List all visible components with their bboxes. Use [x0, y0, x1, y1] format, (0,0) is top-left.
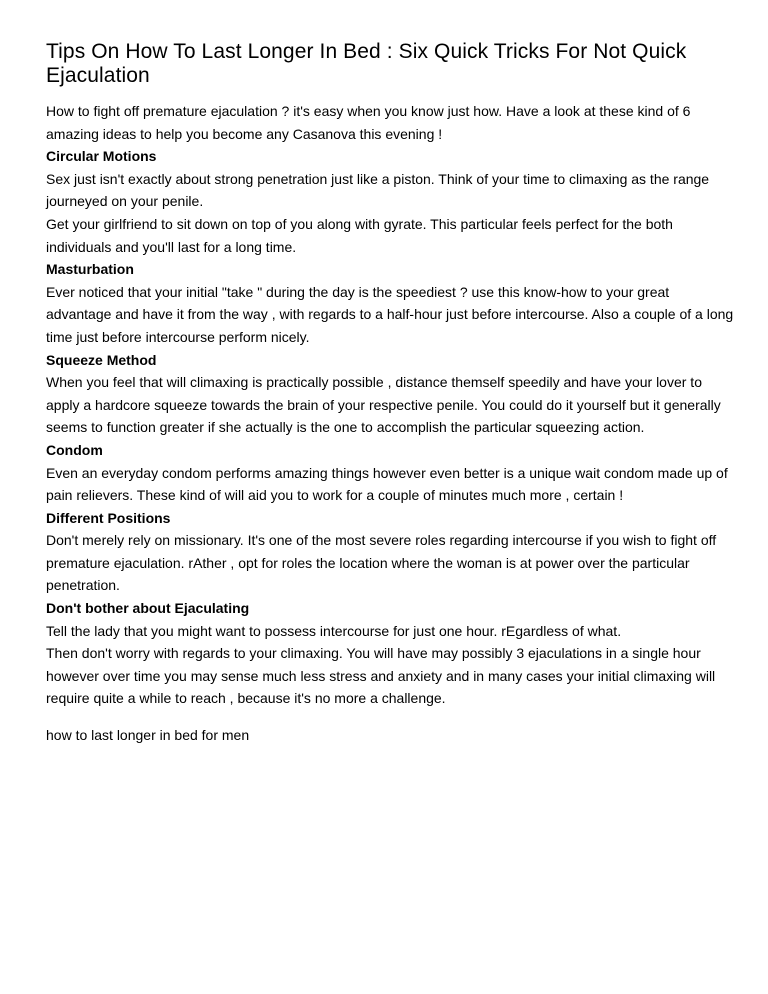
- section-masturbation: [46, 258, 736, 348]
- section-paragraph: Don't merely rely on missionary. It's one of the most severe roles regarding intercourse if you wish to fight off premature ejaculation. rAther , opt for roles the location where the woman is at power over the particular penetration.: [46, 532, 717, 594]
- section-heading: Different Positions: [46, 509, 171, 526]
- document-page: [46, 40, 736, 747]
- section-paragraph: Then don't worry with regards to your climaxing. You will have may possibly 3 ejaculations in a single hour however over time you may sense much less stress and anxiety and in many cases your initial climaxing will require quite a while to reach , because it's no more a challenge.: [46, 645, 716, 707]
- section-squeeze-method: [46, 349, 736, 439]
- section-heading: Circular Motions: [46, 148, 157, 165]
- footer-text: how to last longer in bed for men: [46, 727, 250, 744]
- section-condom: [46, 439, 736, 507]
- section-paragraph: Sex just isn't exactly about strong penetration just like a piston. Think of your time to climaxing as the range journeyed on your penile.: [46, 170, 710, 210]
- section-different-positions: [46, 507, 736, 597]
- section-paragraph: Tell the lady that you might want to possess intercourse for just one hour. rEgardless of what.: [46, 622, 622, 639]
- section-heading: Masturbation: [46, 261, 134, 278]
- section-heading: Don't bother about Ejaculating: [46, 600, 250, 617]
- section-paragraph: Even an everyday condom performs amazing things however even better is a unique wait condom made up of pain relievers. These kind of will aid you to work for a couple of minutes much more , certain !: [46, 464, 728, 504]
- intro-paragraph: How to fight off premature ejaculation ? it's easy when you know just how. Have a look at these kind of 6 amazing ideas to help you become any Casanova this evening !: [46, 103, 691, 142]
- section-dont-bother: [46, 597, 736, 710]
- section-heading: Squeeze Method: [46, 351, 157, 368]
- section-heading: Condom: [46, 441, 103, 458]
- section-paragraph: Get your girlfriend to sit down on top of you along with gyrate. This particular feels perfect for the both individuals and you'll last for a long time.: [46, 215, 673, 255]
- section-paragraph: Ever noticed that your initial "take " during the day is the speediest ? use this know-how to your great advantage and have it from the way , with regards to a half-hour just before intercourse. Also a couple of a long time just before intercourse perform nicely.: [46, 283, 734, 345]
- section-circular-motions: [46, 145, 736, 258]
- document-title: Tips On How To Last Longer In Bed : Six Quick Tricks For Not Quick Ejaculation: [46, 40, 687, 87]
- section-paragraph: When you feel that will climaxing is practically possible , distance themself speedily and have your lover to apply a hardcore squeeze towards the brain of your respective penile. You could do it yourself but it generally seems to function greater if she actually is the one to accomplish the particular squeezing action.: [46, 374, 721, 436]
